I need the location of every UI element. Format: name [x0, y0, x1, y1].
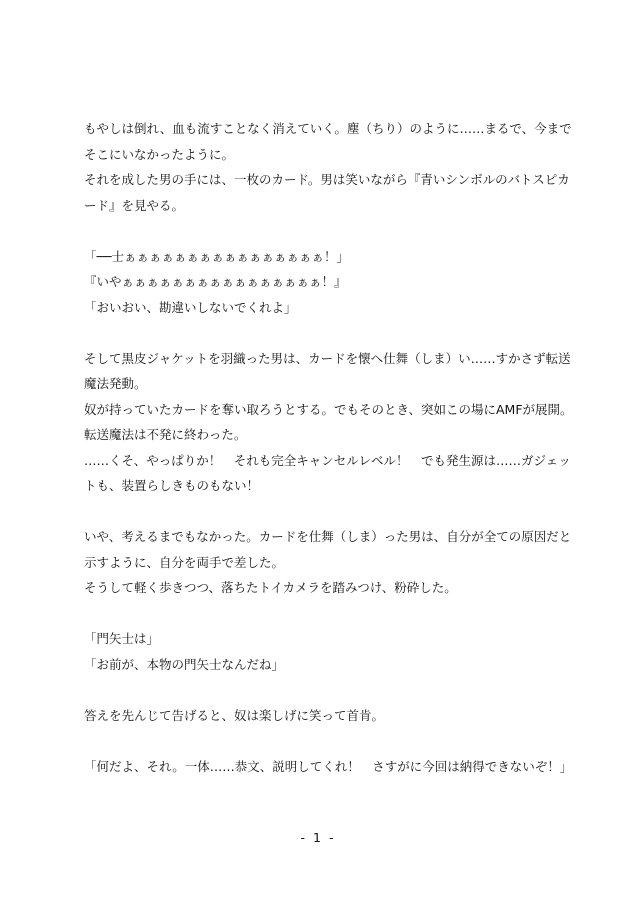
dialogue-line: 「何だよ、それ。一体……恭文、説明してくれ！ さすがに今回は納得できないぞ！」 [84, 758, 573, 774]
dialogue-line: 「門矢士は」 [84, 631, 160, 646]
text-line: トも、装置らしきものもない！ [84, 478, 260, 493]
dialogue-line: 「おいおい、勘違いしないでくれよ」 [84, 299, 297, 315]
blank-line [84, 218, 564, 244]
blank-line [84, 601, 564, 627]
text-line: そこにいなかったように。 [84, 146, 235, 162]
blank-line [84, 728, 564, 754]
dialogue-line: 「お前が、本物の門矢士なんだね」 [84, 656, 285, 672]
text-line: 転送魔法は不発に終わった。 [84, 427, 247, 442]
text-line: 答えを先んじて告げると、奴は楽しげに笑って首肯。 [84, 707, 385, 723]
text-line: ード』を見やる。 [84, 197, 185, 213]
page-body [84, 116, 573, 779]
text-line: 奴が持っていたカードを奪い取ろうとする。でもそのとき、突如この場にAMFが展開。 [84, 401, 573, 417]
text-line: いや、考えるまでもなかった。カードを仕舞（しま）った男は、自分が全ての原因だと [84, 529, 572, 544]
dialogue-line: 「──士ぁぁぁぁぁぁぁぁぁぁぁぁぁぁぁぁ！」 [84, 248, 350, 264]
text-line: それを成した男の手には、一枚のカード。男は笑いながら『青いシンボルのバトスピカ [84, 172, 570, 187]
text-line: 魔法発動。 [84, 376, 147, 391]
page-number: - 1 - [300, 830, 336, 845]
text-line: ……くそ、やっぱりか！ それも完全キャンセルレベル！ でも発生源は……ガジェッ [84, 452, 571, 468]
text-line: そうして軽く歩きつつ、落ちたトイカメラを踏みつけ、粉砕した。 [84, 580, 457, 595]
text-line: 示すように、自分を両手で差した。 [84, 554, 285, 570]
blank-line [84, 499, 564, 525]
blank-line [84, 320, 564, 346]
text-line: そして黒皮ジャケットを羽織った男は、カードを懐へ仕舞（しま）い……すかさず転送 [84, 350, 571, 366]
blank-line [84, 677, 564, 703]
text-line: もやしは倒れ、血も流すことなく消えていく。塵（ちり）のように……まるで、今まで [84, 121, 572, 136]
dialogue-line: 『いやぁぁぁぁぁぁぁぁぁぁぁぁぁぁぁぁ！』 [84, 274, 347, 289]
